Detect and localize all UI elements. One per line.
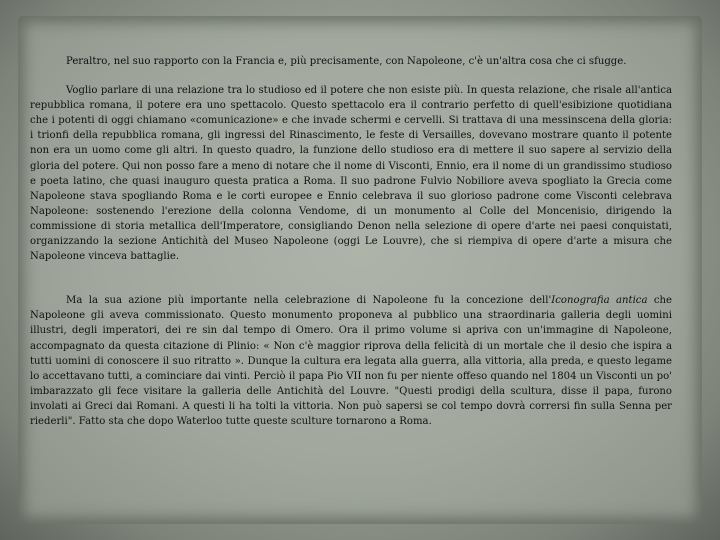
paragraph-1: Peraltro, nel suo rapporto con la Francia e, più precisamente, con Napoleone, c'è un'altra cosa che ci sfugge.: [66, 56, 627, 67]
body-text: [30, 54, 672, 429]
paragraph-3-start: Ma la sua azione più importante nella celebrazione di Napoleone fu la concezione dell': [66, 295, 552, 307]
book-title: Iconografia antica: [551, 295, 648, 307]
paragraph-2: Voglio parlare di una relazione tra lo studioso ed il potere che non esiste più. In questa relazione, che risale all'antica repubblica romana, il potere era uno spettacolo. Questo spettacolo era il contrario perfetto di quell'esibizione quotidiana che i potenti di oggi chiamano «comunicazione» e che invade schermi e cervelli. Si trattava di una messinscena della gloria: i trionfi della repubblica romana, gli ingressi del Rinascimento, le feste di Versailles, dovevano mostrare quanto il potente non era un uomo come gli altri. In questo quadro, la funzione dello studioso era di mettere il suo sapere al servizio della gloria del potere. Qui non posso fare a meno di notare che il nome di Visconti, Ennio, era il nome di un grandissimo studioso e poeta latino, che quasi inauguro questa pratica a Roma. Il suo padrone Fulvio Nobiliore aveva spogliato la Grecia come Napoleone stava spogliando Roma e le corti europee e Ennio celebrava il suo glorioso padrone come Visconti celebrava Napoleone: sostenendo l'erezione della colonna Vendome, di un monumento al Colle del Moncenisio, dirigendo la commissione di storia metallica dell'Imperatore, consigliando Denon nella selezione di opere d'arte nei paesi conquistati, organizzando la sezione Antichità del Museo Napoleone (oggi Le Louvre), che si riempiva di opere d'arte a misura che Napoleone vinceva battaglie.: [30, 85, 672, 263]
paragraph-3-rest: che Napoleone gli aveva commissionato. Questo monumento proponeva al pubblico una straordinaria galleria degli uomini illustri, degli imperatori, dei re sin dal tempo di Omero. Ora il primo volume si apriva con un'immagine di Napoleone, accompagnato da questa citazione di Plinio: « Non c'è maggior riprova della felicità di un mortale che il desio che ispira a tutti uomini di conoscere il suo ritratto ». Dunque la cultura era legata alla guerra, alla vittoria, alla preda, e questo legame lo accettavano tutti, a cominciare dai vinti. Perciò il papa Pio VII non fu per niente offeso quando nel 1804 un Visconti un po' imbarazzato gli fece visitare la galleria delle Antichità del Louvre. "Questi prodigi della scultura, disse il papa, furono involati ai Greci dai Romani. A questi li ha tolti la vittoria. Non può sapersi se col tempo dovrà corrersi fin sulla Senna per riederli". Fatto sta che dopo Waterloo tutte queste sculture tornarono a Roma.: [30, 295, 672, 427]
paragraph-3: [30, 293, 672, 429]
